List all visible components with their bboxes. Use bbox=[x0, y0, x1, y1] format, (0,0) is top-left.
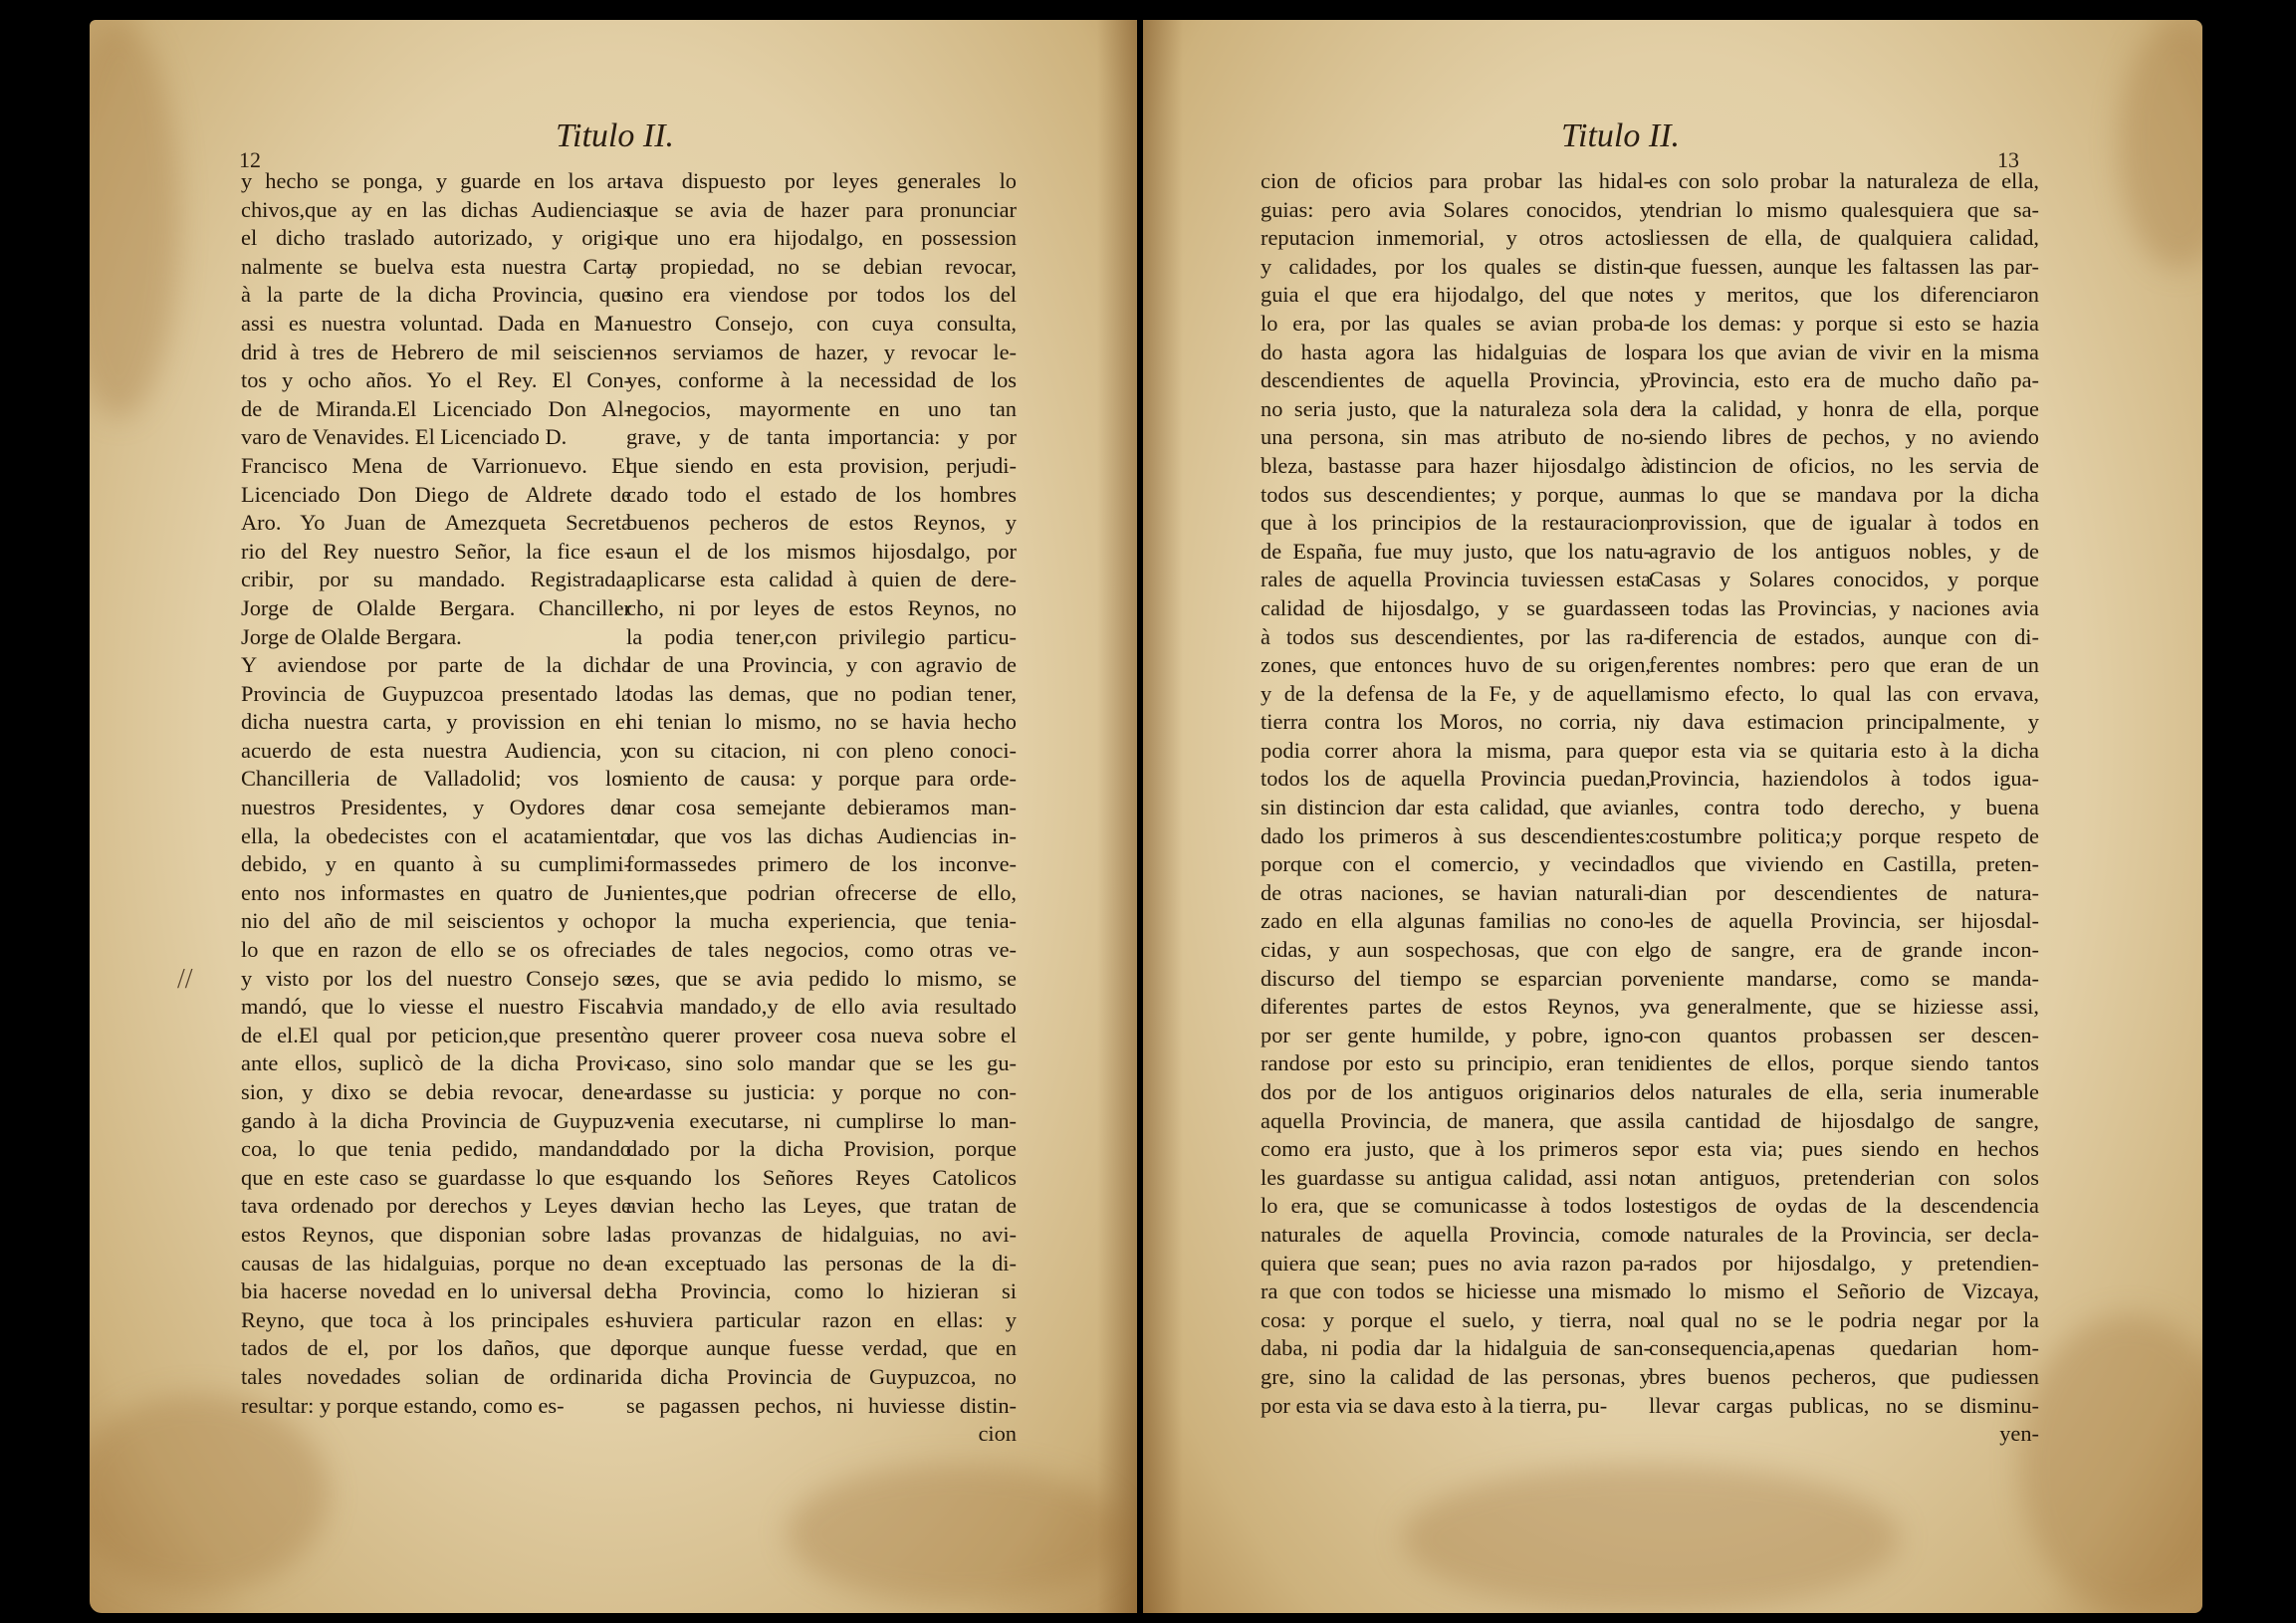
text-line: ento nos informastes en quatro de Ju- bbox=[241, 879, 631, 905]
text-line: que en este caso se guardasse lo que es- bbox=[241, 1164, 631, 1190]
text-line: cidas, y aun sospechosas, que con el bbox=[1261, 937, 1651, 963]
text-line: avian hecho las Leyes, que tratan de bbox=[626, 1193, 1017, 1219]
text-line: de España, fue muy justo, que los natu- bbox=[1261, 538, 1651, 564]
text-line: de los demas: y porque si esto se hazia bbox=[1649, 310, 2039, 336]
text-line: dos por de los antiguos originarios de bbox=[1261, 1079, 1651, 1104]
text-line: y calidades, por los quales se distin- bbox=[1261, 253, 1651, 279]
text-line: acuerdo de esta nuestra Audiencia, y bbox=[241, 737, 631, 763]
text-line: à la parte de la dicha Provincia, que bbox=[241, 282, 631, 308]
text-line: nio del año de mil seiscientos y ocho, bbox=[241, 908, 631, 934]
text-line: y de la defensa de la Fe, y de aquella bbox=[1261, 680, 1651, 706]
text-line: buenos pecheros de estos Reynos, y bbox=[626, 510, 1017, 536]
text-line: an exceptuado las personas de la di- bbox=[626, 1250, 1017, 1275]
text-line: quando los Señores Reyes Catolicos bbox=[626, 1164, 1017, 1190]
text-line: de otras naciones, se havian naturali- bbox=[1261, 879, 1651, 905]
text-line: dientes de ellos, porque siendo tantos bbox=[1649, 1050, 2039, 1076]
text-line: negocios, mayormente en uno tan bbox=[626, 395, 1017, 421]
text-line: Y aviendose por parte de la dicha bbox=[241, 652, 631, 678]
text-line: coa, lo que tenia pedido, mandando bbox=[241, 1136, 631, 1162]
text-line: tava dispuesto por leyes generales lo bbox=[626, 168, 1017, 193]
text-line: veniente mandarse, como se manda- bbox=[1649, 965, 2039, 991]
text-line: tos y ocho años. Yo el Rey. El Con- bbox=[241, 367, 631, 393]
text-line: zado en ella algunas familias no cono- bbox=[1261, 908, 1651, 934]
text-line: ra que con todos se hiciesse una misma bbox=[1261, 1278, 1651, 1304]
text-line: sino era viendose por todos los del bbox=[626, 282, 1017, 308]
text-line: se pagassen pechos, ni huviesse distin- bbox=[626, 1392, 1017, 1418]
text-line: discurso del tiempo se esparcian por bbox=[1261, 965, 1651, 991]
text-line: nalmente se buelva esta nuestra Carta bbox=[241, 253, 631, 279]
text-line: ni tenian lo mismo, no se havia hecho bbox=[626, 709, 1017, 735]
text-line: Provincia de Guypuzcoa presentado la bbox=[241, 680, 631, 706]
text-line: y propiedad, no se debian revocar, bbox=[626, 253, 1017, 279]
text-line: en todas las Provincias, y naciones avia bbox=[1649, 594, 2039, 620]
text-line: los que viviendo en Castilla, preten- bbox=[1649, 851, 2039, 877]
text-line: testigos de oydas de la descendencia bbox=[1649, 1193, 2039, 1219]
text-line: diferencia de estados, aunque con di- bbox=[1649, 623, 2039, 649]
text-line: cha Provincia, como lo hizieran si bbox=[626, 1278, 1017, 1304]
text-line: no querer proveer cosa nueva sobre el bbox=[626, 1022, 1017, 1047]
text-line: cribir, por su mandado. Registrada, bbox=[241, 567, 631, 592]
text-line: por esta via se quitaria esto à la dicha bbox=[1649, 737, 2039, 763]
text-line: bres buenos pecheros, que pudiessen bbox=[1649, 1363, 2039, 1389]
text-line: quiera que sean; pues no avia razon pa- bbox=[1261, 1250, 1651, 1275]
text-line: ante ellos, suplicò de la dicha Provi- bbox=[241, 1050, 631, 1076]
text-line: diferentes partes de estos Reynos, y bbox=[1261, 994, 1651, 1020]
text-line: nos serviamos de hazer, y revocar le- bbox=[626, 339, 1017, 364]
gutter-shadow bbox=[1097, 20, 1137, 1613]
text-line: que siendo en esta provision, perjudi- bbox=[626, 452, 1017, 478]
text-line: tava ordenado por derechos y Leyes de bbox=[241, 1193, 631, 1219]
text-line: cho, ni por leyes de estos Reynos, no bbox=[626, 594, 1017, 620]
text-line: daba, ni podia dar la hidalguia de san- bbox=[1261, 1335, 1651, 1361]
text-line: siendo libres de pechos, y no aviendo bbox=[1649, 424, 2039, 450]
text-line: Provincia, haziendolos à todos igua- bbox=[1649, 766, 2039, 792]
text-line: gando à la dicha Provincia de Guypuz- bbox=[241, 1107, 631, 1133]
text-line: Casas y Solares conocidos, y porque bbox=[1649, 567, 2039, 592]
text-line: cosa: y porque el suelo, y tierra, no bbox=[1261, 1306, 1651, 1332]
text-line: todos sus descendientes; y porque, aun bbox=[1261, 481, 1651, 507]
text-line: naturales de aquella Provincia, como bbox=[1261, 1221, 1651, 1247]
text-line: mismo efecto, lo qual las con ervava, bbox=[1649, 680, 2039, 706]
text-line: resultar: y porque estando, como es- bbox=[241, 1392, 565, 1418]
text-line: guias: pero avia Solares conocidos, y bbox=[1261, 196, 1651, 222]
text-line: no seria justo, que la naturaleza sola de bbox=[1261, 395, 1651, 421]
page-number: 13 bbox=[1997, 147, 2019, 172]
gutter-shadow bbox=[1143, 20, 1183, 1613]
text-line: porque aunque fuesse verdad, que en bbox=[626, 1335, 1017, 1361]
text-line: y hecho se ponga, y guarde en los ar- bbox=[241, 168, 631, 193]
text-line: las provanzas de hidalguias, no avi- bbox=[626, 1221, 1017, 1247]
text-line: aquella Provincia, de manera, que assi bbox=[1261, 1107, 1651, 1133]
text-line: rio del Rey nuestro Señor, la fice es- bbox=[241, 538, 631, 564]
text-line: bleza, bastasse para hazer hijosdalgo à bbox=[1261, 452, 1651, 478]
text-line: Aro. Yo Juan de Amezqueta Secreta bbox=[241, 510, 631, 536]
text-line: avia mandado,y de ello avia resultado bbox=[626, 994, 1017, 1020]
text-line: dado por la dicha Provision, porque bbox=[626, 1136, 1017, 1162]
text-line: tan antiguos, pretenderian con solos bbox=[1649, 1164, 2039, 1190]
text-line: rales de aquella Provincia tuviessen esta bbox=[1261, 567, 1651, 592]
text-line: caso, sino solo mandar que se les gu- bbox=[626, 1050, 1017, 1076]
text-line: la cantidad de hijosdalgo de sangre, bbox=[1649, 1107, 2039, 1133]
text-line: tados de el, por los daños, que de bbox=[241, 1335, 631, 1361]
text-line: nuestros Presidentes, y Oydores de bbox=[241, 795, 631, 820]
text-line: liessen de ella, de qualquiera calidad, bbox=[1649, 225, 2039, 251]
text-line: varo de Venavides. El Licenciado D. bbox=[241, 424, 568, 450]
right-page bbox=[1143, 20, 2202, 1613]
text-line: reputacion inmemorial, y otros actos bbox=[1261, 225, 1651, 251]
text-line: al qual no se le podria negar por la bbox=[1649, 1306, 2039, 1332]
text-line: tales novedades solian de ordinario bbox=[241, 1363, 631, 1389]
text-line: ardasse su justicia: y porque no con- bbox=[626, 1079, 1017, 1104]
text-line: por esta via se dava esto à la tierra, pu- bbox=[1261, 1392, 1608, 1418]
text-line: do lo mismo el Señorio de Vizcaya, bbox=[1649, 1278, 2039, 1304]
text-line: sion, y dixo se debia revocar, dene- bbox=[241, 1079, 631, 1104]
text-line: con quantos probassen ser descen- bbox=[1649, 1022, 2039, 1047]
margin-mark: // bbox=[177, 964, 193, 995]
text-line: dado los primeros à sus descendientes: bbox=[1261, 822, 1651, 848]
text-line: sin distincion dar esta calidad, que avian bbox=[1261, 795, 1651, 820]
text-line: les guardasse su antigua calidad, assi no bbox=[1261, 1164, 1651, 1190]
text-line: de el.El qual por peticion,que presentò bbox=[241, 1022, 631, 1047]
running-head: Titulo II. bbox=[556, 117, 675, 154]
text-line: dicha nuestra carta, y provission en el bbox=[241, 709, 631, 735]
text-line: mas lo que se mandava por la dicha bbox=[1649, 481, 2039, 507]
text-line: gre, sino la calidad de las personas, y bbox=[1261, 1363, 1651, 1389]
text-line: de naturales de la Provincia, ser decla- bbox=[1649, 1221, 2039, 1247]
text-line: les, contra todo derecho, y buena bbox=[1649, 795, 2039, 820]
text-line: la dicha Provincia de Guypuzcoa, no bbox=[626, 1363, 1017, 1389]
text-line: costumbre politica;y porque respeto de bbox=[1649, 822, 2039, 848]
text-line: agravio de los antiguos nobles, y de bbox=[1649, 538, 2039, 564]
text-line: lo era, que se comunicasse à todos los bbox=[1261, 1193, 1651, 1219]
text-line: Chancilleria de Valladolid; vos los bbox=[241, 766, 631, 792]
text-line: por la mucha experiencia, que tenia- bbox=[626, 908, 1017, 934]
text-line: bia hacerse novedad en lo universal del bbox=[241, 1278, 631, 1304]
text-line: cion de oficios para probar las hidal- bbox=[1261, 168, 1651, 193]
text-line: tes y meritos, que los diferenciaron bbox=[1649, 282, 2039, 308]
text-line: formassedes primero de los inconve- bbox=[626, 851, 1017, 877]
text-line: provission, que de igualar à todos en bbox=[1649, 510, 2039, 536]
text-line: venia executarse, ni cumplirse lo man- bbox=[626, 1107, 1017, 1133]
text-line: randose por esto su principio, eran teni bbox=[1261, 1050, 1651, 1076]
text-line: ra la calidad, y honra de ella, porque bbox=[1649, 395, 2039, 421]
text-line: dar, que vos las dichas Audiencias in- bbox=[626, 822, 1017, 848]
text-line: grave, y de tanta importancia: y por bbox=[626, 424, 1017, 450]
text-line: dian por descendientes de natura- bbox=[1649, 879, 2039, 905]
text-line: yes, conforme à la necessidad de los bbox=[626, 367, 1017, 393]
text-line: Jorge de Olalde Bergara. bbox=[241, 623, 462, 649]
text-line: lo que en razon de ello se os ofrecia: bbox=[241, 937, 631, 963]
text-line: Licenciado Don Diego de Aldrete de bbox=[241, 481, 631, 507]
text-line: zones, que entonces huvo de su origen, bbox=[1261, 652, 1651, 678]
text-line: cion bbox=[978, 1421, 1017, 1447]
text-column-left-1 bbox=[241, 167, 631, 1420]
text-line: Provincia, esto era de mucho daño pa- bbox=[1649, 367, 2039, 393]
text-line: consequencia,apenas quedarian hom- bbox=[1649, 1335, 2039, 1361]
text-line: nuestro Consejo, con cuya consulta, bbox=[626, 310, 1017, 336]
text-line: rados por hijosdalgo, y pretendien- bbox=[1649, 1250, 2039, 1275]
text-line: cado todo el estado de los hombres bbox=[626, 481, 1017, 507]
text-line: podia correr ahora la misma, para que bbox=[1261, 737, 1651, 763]
text-line: tierra contra los Moros, no corria, ni bbox=[1261, 709, 1651, 735]
text-line: descendientes de aquella Provincia, y bbox=[1261, 367, 1651, 393]
text-line: Jorge de Olalde Bergara. Chanciller bbox=[241, 594, 631, 620]
text-line: go de sangre, era de grande incon- bbox=[1649, 937, 2039, 963]
text-line: el dicho traslado autorizado, y origi- bbox=[241, 225, 631, 251]
text-line: todas las demas, que no podian tener, bbox=[626, 680, 1017, 706]
page-number: 12 bbox=[239, 147, 261, 172]
text-line: los naturales de ella, seria inumerable bbox=[1649, 1079, 2039, 1104]
text-line: do hasta agora las hidalguias de los bbox=[1261, 339, 1651, 364]
text-line: chivos,que ay en las dichas Audiencias bbox=[241, 196, 631, 222]
text-line: mandó, que lo viesse el nuestro Fiscal bbox=[241, 994, 631, 1020]
text-line: estos Reynos, que disponian sobre las bbox=[241, 1221, 631, 1247]
text-line: assi es nuestra voluntad. Dada en Ma- bbox=[241, 310, 631, 336]
text-line: nar cosa semejante debieramos man- bbox=[626, 795, 1017, 820]
left-page bbox=[90, 20, 1137, 1613]
text-line: que à los principios de la restauracion bbox=[1261, 510, 1651, 536]
text-line: y dava estimacion principalmente, y bbox=[1649, 709, 2039, 735]
text-line: como era justo, que à los primeros se bbox=[1261, 1136, 1651, 1162]
text-line: aun el de los mismos hijosdalgo, por bbox=[626, 538, 1017, 564]
text-line: distincion de oficios, no les servia de bbox=[1649, 452, 2039, 478]
text-line: llevar cargas publicas, no se disminu- bbox=[1649, 1392, 2039, 1418]
text-line: la podia tener,con privilegio particu- bbox=[626, 623, 1017, 649]
text-line: huviera particular razon en ellas: y bbox=[626, 1306, 1017, 1332]
text-line: todos los de aquella Provincia puedan, bbox=[1261, 766, 1651, 792]
text-line: porque con el comercio, y vecindad bbox=[1261, 851, 1651, 877]
text-line: lo era, por las quales se avian proba- bbox=[1261, 310, 1651, 336]
text-line: causas de las hidalguias, porque no de- bbox=[241, 1250, 631, 1275]
text-line: debido, y en quanto à su cumplimi- bbox=[241, 851, 631, 877]
text-line: es con solo probar la naturaleza de ella, bbox=[1649, 168, 2039, 193]
text-line: nientes,que podrian ofrecerse de ello, bbox=[626, 879, 1017, 905]
text-line: ella, la obedecistes con el acatamiento bbox=[241, 822, 631, 848]
text-line: tendrian lo mismo qualesquiera que sa- bbox=[1649, 196, 2039, 222]
text-line: Reyno, que toca à los principales es- bbox=[241, 1306, 631, 1332]
text-line: guia el que era hijodalgo, del que no bbox=[1261, 282, 1651, 308]
running-head: Titulo II. bbox=[1561, 117, 1681, 154]
text-line: drid à tres de Hebrero de mil seiscien- bbox=[241, 339, 631, 364]
text-line: yen- bbox=[1999, 1421, 2039, 1447]
text-line: para los que avian de vivir en la misma bbox=[1649, 339, 2039, 364]
text-column-right-1 bbox=[1261, 167, 1651, 1420]
text-line: Francisco Mena de Varrionuevo. El bbox=[241, 452, 631, 478]
text-line: una persona, sin mas atributo de no- bbox=[1261, 424, 1651, 450]
text-line: calidad de hijosdalgo, y se guardasse bbox=[1261, 594, 1651, 620]
text-line: miento de causa: y porque para orde- bbox=[626, 766, 1017, 792]
text-line: con su citacion, ni con pleno conoci- bbox=[626, 737, 1017, 763]
text-line: ferentes nombres: pero que eran de un bbox=[1649, 652, 2039, 678]
text-line: des de tales negocios, como otras ve- bbox=[626, 937, 1017, 963]
text-line: que uno era hijodalgo, en possession bbox=[626, 225, 1017, 251]
text-line: por ser gente humilde, y pobre, igno- bbox=[1261, 1022, 1651, 1047]
text-line: lar de una Provincia, y con agravio de bbox=[626, 652, 1017, 678]
text-column-left-2 bbox=[626, 167, 1017, 1449]
text-line: de de Miranda.El Licenciado Don Al- bbox=[241, 395, 631, 421]
text-line: aplicarse esta calidad à quien de dere- bbox=[626, 567, 1017, 592]
text-line: les de aquella Provincia, ser hijosdal- bbox=[1649, 908, 2039, 934]
text-line: zes, que se avia pedido lo mismo, se bbox=[626, 965, 1017, 991]
text-line: que fuessen, aunque les faltassen las par- bbox=[1649, 253, 2039, 279]
text-line: y visto por los del nuestro Consejo se bbox=[241, 965, 631, 991]
text-column-right-2 bbox=[1649, 167, 2039, 1449]
text-line: va generalmente, que se hiziesse assi, bbox=[1649, 994, 2039, 1020]
text-line: à todos sus descendientes, por las ra- bbox=[1261, 623, 1651, 649]
text-line: que se avia de hazer para pronunciar bbox=[626, 196, 1017, 222]
text-line: por esta via; pues siendo en hechos bbox=[1649, 1136, 2039, 1162]
